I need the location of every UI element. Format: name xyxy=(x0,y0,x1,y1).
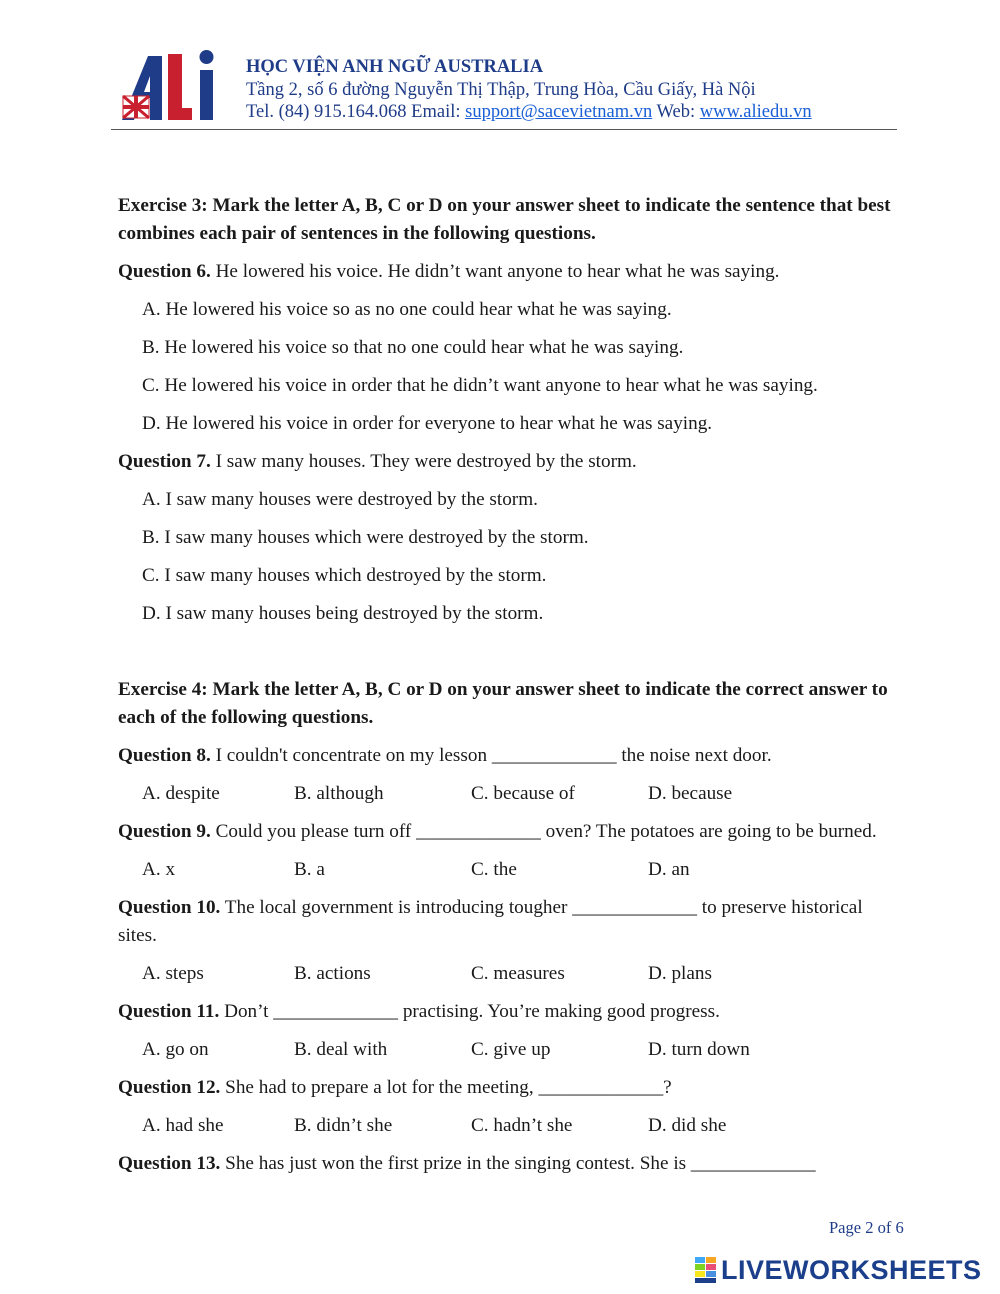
option-d[interactable]: D. because xyxy=(648,783,733,804)
option-d[interactable]: D. an xyxy=(648,859,690,880)
exercise4-title: Exercise 4: Mark the letter A, B, C or D on your answer sheet to indicate the correct answer to each of the following questions. xyxy=(118,679,888,728)
question-10 xyxy=(118,894,898,950)
options-row xyxy=(118,1036,898,1064)
option-a[interactable]: A. had she xyxy=(142,1115,224,1136)
question-label: Question 9. xyxy=(118,821,211,842)
question-text: He lowered his voice. He didn’t want anyone to hear what he was saying. xyxy=(210,261,780,282)
option-d[interactable]: D. I saw many houses being destroyed by the storm. xyxy=(142,603,544,624)
liveworksheets-brand xyxy=(695,1255,982,1285)
options-row xyxy=(118,856,898,884)
option-b[interactable]: B. deal with xyxy=(294,1039,388,1060)
option-a[interactable]: A. I saw many houses were destroyed by the storm. xyxy=(142,489,538,510)
question-6 xyxy=(118,258,898,286)
option-c[interactable]: C. because of xyxy=(471,783,575,804)
institute-name: HỌC VIỆN ANH NGỮ AUSTRALIA xyxy=(246,57,544,77)
question-text: Could you please turn off _____________ oven? The potatoes are going to be burned. xyxy=(210,821,877,842)
options-row xyxy=(118,780,898,808)
exercise3-title: Exercise 3: Mark the letter A, B, C or D on your answer sheet to indicate the sentence that best combines each pair of sentences in the following questions. xyxy=(118,195,891,244)
option-c[interactable]: C. measures xyxy=(471,963,565,984)
option-c[interactable]: C. the xyxy=(471,859,517,880)
liveworksheets-icon xyxy=(695,1257,717,1283)
question-text: The local government is introducing tougher _____________ to preserve historical sites. xyxy=(118,897,863,946)
question-text: She had to prepare a lot for the meeting, _____________? xyxy=(220,1077,672,1098)
page-number: Page 2 of 6 xyxy=(829,1218,904,1237)
option-b[interactable]: B. didn’t she xyxy=(294,1115,393,1136)
option-a[interactable]: A. go on xyxy=(142,1039,209,1060)
question-text: Don’t _____________ practising. You’re making good progress. xyxy=(219,1001,720,1022)
question-label: Question 6. xyxy=(118,261,211,282)
question-11 xyxy=(118,998,898,1026)
question-12 xyxy=(118,1074,898,1102)
ali-logo xyxy=(118,46,222,126)
brand-text: LIVEWORKSHEETS xyxy=(721,1254,982,1285)
question-9 xyxy=(118,818,898,846)
web-label: Web: xyxy=(652,102,700,122)
option-b[interactable]: B. I saw many houses which were destroyed by the storm. xyxy=(142,527,589,548)
option-d[interactable]: D. plans xyxy=(648,963,712,984)
address: Tầng 2, số 6 đường Nguyễn Thị Thập, Trung Hòa, Cầu Giấy, Hà Nội xyxy=(246,79,756,100)
question-text: I saw many houses. They were destroyed by the storm. xyxy=(210,451,637,472)
option-c[interactable]: C. He lowered his voice in order that he didn’t want anyone to hear what he was saying. xyxy=(142,375,818,396)
option-b[interactable]: B. a xyxy=(294,859,325,880)
option-a[interactable]: A. despite xyxy=(142,783,220,804)
option-a[interactable]: A. x xyxy=(142,859,176,880)
options-row xyxy=(118,1112,898,1140)
option-b[interactable]: B. He lowered his voice so that no one could hear what he was saying. xyxy=(142,337,684,358)
question-8 xyxy=(118,742,898,770)
page-header xyxy=(0,0,1000,140)
option-a[interactable]: A. steps xyxy=(142,963,204,984)
option-c[interactable]: C. give up xyxy=(471,1039,551,1060)
header-info xyxy=(246,56,812,124)
section-spacer xyxy=(118,628,898,676)
contact-line xyxy=(246,101,812,124)
question-label: Question 7. xyxy=(118,451,211,472)
logo-text: ALi xyxy=(118,46,120,47)
option-a[interactable]: A. He lowered his voice so as no one could hear what he was saying. xyxy=(142,299,672,320)
question-label: Question 12. xyxy=(118,1077,221,1098)
options-row xyxy=(118,960,898,988)
question-7 xyxy=(118,448,898,476)
question-label: Question 11. xyxy=(118,1001,220,1022)
email-link[interactable]: support@sacevietnam.vn xyxy=(465,102,653,122)
option-c[interactable]: C. I saw many houses which destroyed by the storm. xyxy=(142,565,547,586)
option-b[interactable]: B. although xyxy=(294,783,384,804)
question-label: Question 13. xyxy=(118,1153,221,1174)
header-divider xyxy=(111,129,897,130)
web-link[interactable]: www.aliedu.vn xyxy=(699,102,812,122)
option-d[interactable]: D. did she xyxy=(648,1115,727,1136)
option-b[interactable]: B. actions xyxy=(294,963,371,984)
option-d[interactable]: D. turn down xyxy=(648,1039,750,1060)
option-c[interactable]: C. hadn’t she xyxy=(471,1115,573,1136)
question-label: Question 8. xyxy=(118,745,211,766)
question-text: I couldn't concentrate on my lesson _____________ the noise next door. xyxy=(210,745,772,766)
worksheet-content xyxy=(118,192,898,1178)
question-text: She has just won the first prize in the singing contest. She is _____________ xyxy=(220,1153,816,1174)
tel-label: Tel. (84) 915.164.068 Email: xyxy=(246,102,466,122)
question-label: Question 10. xyxy=(118,897,221,918)
question-13 xyxy=(118,1150,898,1178)
option-d[interactable]: D. He lowered his voice in order for everyone to hear what he was saying. xyxy=(142,413,713,434)
